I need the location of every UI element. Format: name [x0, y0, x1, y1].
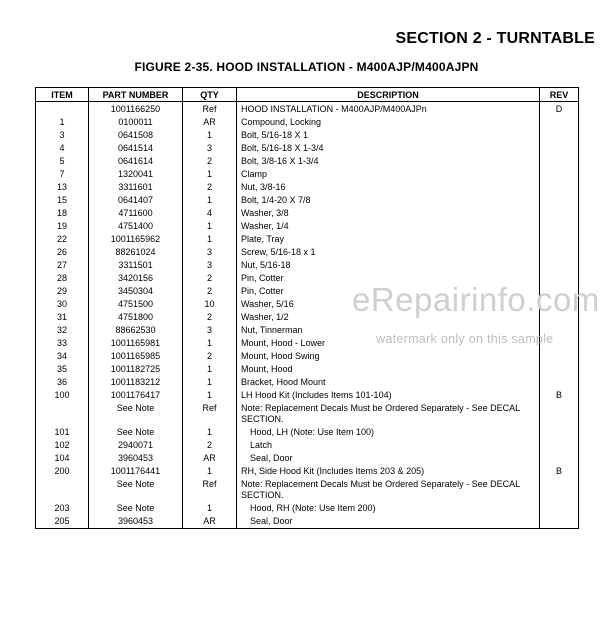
cell-rev — [540, 233, 579, 246]
cell-rev — [540, 363, 579, 376]
cell-rev — [540, 439, 579, 452]
cell-item: 15 — [36, 194, 89, 207]
cell-description: Bolt, 1/4-20 X 7/8 — [237, 194, 540, 207]
cell-part-number: 0100011 — [89, 116, 183, 129]
cell-part-number: 1001166250 — [89, 102, 183, 117]
table-row — [36, 194, 579, 207]
cell-item: 19 — [36, 220, 89, 233]
cell-item: 7 — [36, 168, 89, 181]
table-row — [36, 502, 579, 515]
col-header-description: DESCRIPTION — [237, 88, 540, 102]
cell-part-number: 3960453 — [89, 452, 183, 465]
col-header-item: ITEM — [36, 88, 89, 102]
cell-item — [36, 478, 89, 502]
cell-qty: 3 — [183, 324, 237, 337]
cell-qty: 2 — [183, 311, 237, 324]
table-row — [36, 155, 579, 168]
cell-qty: 3 — [183, 246, 237, 259]
cell-part-number: 4711600 — [89, 207, 183, 220]
cell-rev — [540, 220, 579, 233]
cell-item: 1 — [36, 116, 89, 129]
figure-title: FIGURE 2-35. HOOD INSTALLATION - M400AJP/M400AJPN — [134, 60, 479, 74]
cell-qty: 3 — [183, 259, 237, 272]
cell-description: Pin, Cotter — [237, 272, 540, 285]
cell-rev — [540, 142, 579, 155]
cell-description: Washer, 3/8 — [237, 207, 540, 220]
cell-part-number: 0641514 — [89, 142, 183, 155]
cell-qty: 1 — [183, 376, 237, 389]
cell-qty: 4 — [183, 207, 237, 220]
table-row — [36, 350, 579, 363]
cell-qty: Ref — [183, 402, 237, 426]
cell-qty: AR — [183, 452, 237, 465]
cell-description: Bolt, 5/16-18 X 1 — [237, 129, 540, 142]
cell-part-number: 1001165985 — [89, 350, 183, 363]
cell-rev — [540, 402, 579, 426]
table-row — [36, 129, 579, 142]
table-row — [36, 515, 579, 529]
cell-description: HOOD INSTALLATION - M400AJP/M400AJPn — [237, 102, 540, 117]
cell-description: Nut, 3/8-16 — [237, 181, 540, 194]
cell-part-number: 1001176441 — [89, 465, 183, 478]
cell-qty: 1 — [183, 168, 237, 181]
table-row — [36, 168, 579, 181]
cell-rev: D — [540, 102, 579, 117]
cell-item: 3 — [36, 129, 89, 142]
cell-qty: 1 — [183, 389, 237, 402]
table-row — [36, 389, 579, 402]
cell-item: 102 — [36, 439, 89, 452]
cell-item: 18 — [36, 207, 89, 220]
cell-item: 30 — [36, 298, 89, 311]
cell-item — [36, 402, 89, 426]
cell-rev — [540, 426, 579, 439]
cell-rev — [540, 515, 579, 529]
cell-qty: Ref — [183, 478, 237, 502]
cell-item: 36 — [36, 376, 89, 389]
table-row — [36, 142, 579, 155]
cell-description: LH Hood Kit (Includes Items 101-104) — [237, 389, 540, 402]
col-header-part-number: PART NUMBER — [89, 88, 183, 102]
cell-qty: 1 — [183, 129, 237, 142]
cell-item: 33 — [36, 337, 89, 350]
cell-description: Nut, 5/16-18 — [237, 259, 540, 272]
cell-description: Compound, Locking — [237, 116, 540, 129]
cell-part-number: 88261024 — [89, 246, 183, 259]
cell-description: Seal, Door — [237, 452, 540, 465]
cell-item: 28 — [36, 272, 89, 285]
cell-item: 26 — [36, 246, 89, 259]
cell-rev — [540, 259, 579, 272]
cell-part-number: 88662530 — [89, 324, 183, 337]
cell-description: Bracket, Hood Mount — [237, 376, 540, 389]
cell-qty: 2 — [183, 272, 237, 285]
cell-description: Seal, Door — [237, 515, 540, 529]
cell-item: 200 — [36, 465, 89, 478]
cell-qty: 1 — [183, 465, 237, 478]
cell-qty: 1 — [183, 337, 237, 350]
cell-item: 27 — [36, 259, 89, 272]
cell-qty: AR — [183, 116, 237, 129]
cell-description: Hood, RH (Note: Use Item 200) — [237, 502, 540, 515]
cell-item: 203 — [36, 502, 89, 515]
cell-part-number: 1001165962 — [89, 233, 183, 246]
cell-rev — [540, 478, 579, 502]
cell-rev — [540, 194, 579, 207]
table-row — [36, 376, 579, 389]
cell-item: 5 — [36, 155, 89, 168]
cell-qty: AR — [183, 515, 237, 529]
cell-item: 205 — [36, 515, 89, 529]
cell-part-number: 0641614 — [89, 155, 183, 168]
cell-rev — [540, 452, 579, 465]
table-row — [36, 402, 579, 426]
cell-part-number: 1001176417 — [89, 389, 183, 402]
cell-qty: Ref — [183, 102, 237, 117]
cell-qty: 3 — [183, 142, 237, 155]
table-row — [36, 246, 579, 259]
cell-description: Washer, 5/16 — [237, 298, 540, 311]
cell-description: Washer, 1/2 — [237, 311, 540, 324]
table-row — [36, 452, 579, 465]
col-header-qty: QTY — [183, 88, 237, 102]
cell-part-number: 3311601 — [89, 181, 183, 194]
cell-description: Mount, Hood - Lower — [237, 337, 540, 350]
table-row — [36, 439, 579, 452]
cell-part-number: 1320041 — [89, 168, 183, 181]
table-row — [36, 363, 579, 376]
cell-part-number: 1001183212 — [89, 376, 183, 389]
cell-rev — [540, 168, 579, 181]
cell-qty: 2 — [183, 285, 237, 298]
cell-part-number: See Note — [89, 426, 183, 439]
cell-qty: 2 — [183, 181, 237, 194]
cell-item: 100 — [36, 389, 89, 402]
cell-item: 35 — [36, 363, 89, 376]
cell-part-number: 3420156 — [89, 272, 183, 285]
cell-rev — [540, 246, 579, 259]
watermark-note: watermark only on this sample — [376, 332, 554, 346]
cell-rev — [540, 181, 579, 194]
cell-description: Nut, Tinnerman — [237, 324, 540, 337]
cell-part-number: 4751800 — [89, 311, 183, 324]
cell-rev — [540, 502, 579, 515]
table-row — [36, 207, 579, 220]
cell-part-number: 3311501 — [89, 259, 183, 272]
cell-part-number: 3960453 — [89, 515, 183, 529]
cell-description: Bolt, 5/16-18 X 1-3/4 — [237, 142, 540, 155]
cell-rev: B — [540, 465, 579, 478]
cell-rev — [540, 350, 579, 363]
cell-part-number: 1001165981 — [89, 337, 183, 350]
table-row — [36, 102, 579, 117]
cell-description: Mount, Hood — [237, 363, 540, 376]
cell-part-number: 1001182725 — [89, 363, 183, 376]
table-row — [36, 233, 579, 246]
cell-item: 34 — [36, 350, 89, 363]
table-row — [36, 426, 579, 439]
cell-description: Screw, 5/16-18 x 1 — [237, 246, 540, 259]
cell-part-number: See Note — [89, 478, 183, 502]
cell-item: 101 — [36, 426, 89, 439]
cell-part-number: See Note — [89, 502, 183, 515]
cell-item: 31 — [36, 311, 89, 324]
cell-part-number: 0641407 — [89, 194, 183, 207]
cell-description: Washer, 1/4 — [237, 220, 540, 233]
cell-description: Pin, Cotter — [237, 285, 540, 298]
table-row — [36, 181, 579, 194]
table-row — [36, 259, 579, 272]
cell-part-number: 3450304 — [89, 285, 183, 298]
cell-qty: 1 — [183, 363, 237, 376]
cell-description: Latch — [237, 439, 540, 452]
table-row — [36, 478, 579, 502]
cell-part-number: See Note — [89, 402, 183, 426]
cell-item: 32 — [36, 324, 89, 337]
watermark-brand: eRepairinfo.com — [352, 281, 600, 318]
table-row — [36, 465, 579, 478]
cell-rev: B — [540, 389, 579, 402]
cell-qty: 1 — [183, 194, 237, 207]
cell-qty: 10 — [183, 298, 237, 311]
cell-qty: 1 — [183, 502, 237, 515]
cell-item: 29 — [36, 285, 89, 298]
cell-qty: 1 — [183, 426, 237, 439]
cell-description: Mount, Hood Swing — [237, 350, 540, 363]
cell-item: 104 — [36, 452, 89, 465]
table-row — [36, 116, 579, 129]
cell-qty: 2 — [183, 350, 237, 363]
cell-item: 22 — [36, 233, 89, 246]
cell-qty: 1 — [183, 233, 237, 246]
cell-description: Plate, Tray — [237, 233, 540, 246]
cell-part-number: 0641508 — [89, 129, 183, 142]
cell-description: Note: Replacement Decals Must be Ordered Separately - See DECAL SECTION. — [237, 402, 540, 426]
cell-item: 4 — [36, 142, 89, 155]
cell-description: RH, Side Hood Kit (Includes Items 203 & 205) — [237, 465, 540, 478]
cell-rev — [540, 116, 579, 129]
cell-part-number: 4751500 — [89, 298, 183, 311]
cell-rev — [540, 207, 579, 220]
cell-qty: 2 — [183, 439, 237, 452]
section-title: SECTION 2 - TURNTABLE — [395, 30, 595, 47]
table-row — [36, 220, 579, 233]
col-header-rev: REV — [540, 88, 579, 102]
cell-description: Bolt, 3/8-16 X 1-3/4 — [237, 155, 540, 168]
cell-item: 13 — [36, 181, 89, 194]
cell-item — [36, 102, 89, 117]
cell-qty: 1 — [183, 220, 237, 233]
cell-part-number: 2940071 — [89, 439, 183, 452]
cell-rev — [540, 155, 579, 168]
cell-rev — [540, 129, 579, 142]
cell-rev — [540, 376, 579, 389]
cell-description: Hood, LH (Note: Use Item 100) — [237, 426, 540, 439]
cell-part-number: 4751400 — [89, 220, 183, 233]
table-header-row — [36, 88, 579, 102]
cell-description: Clamp — [237, 168, 540, 181]
cell-description: Note: Replacement Decals Must be Ordered Separately - See DECAL SECTION. — [237, 478, 540, 502]
cell-qty: 2 — [183, 155, 237, 168]
